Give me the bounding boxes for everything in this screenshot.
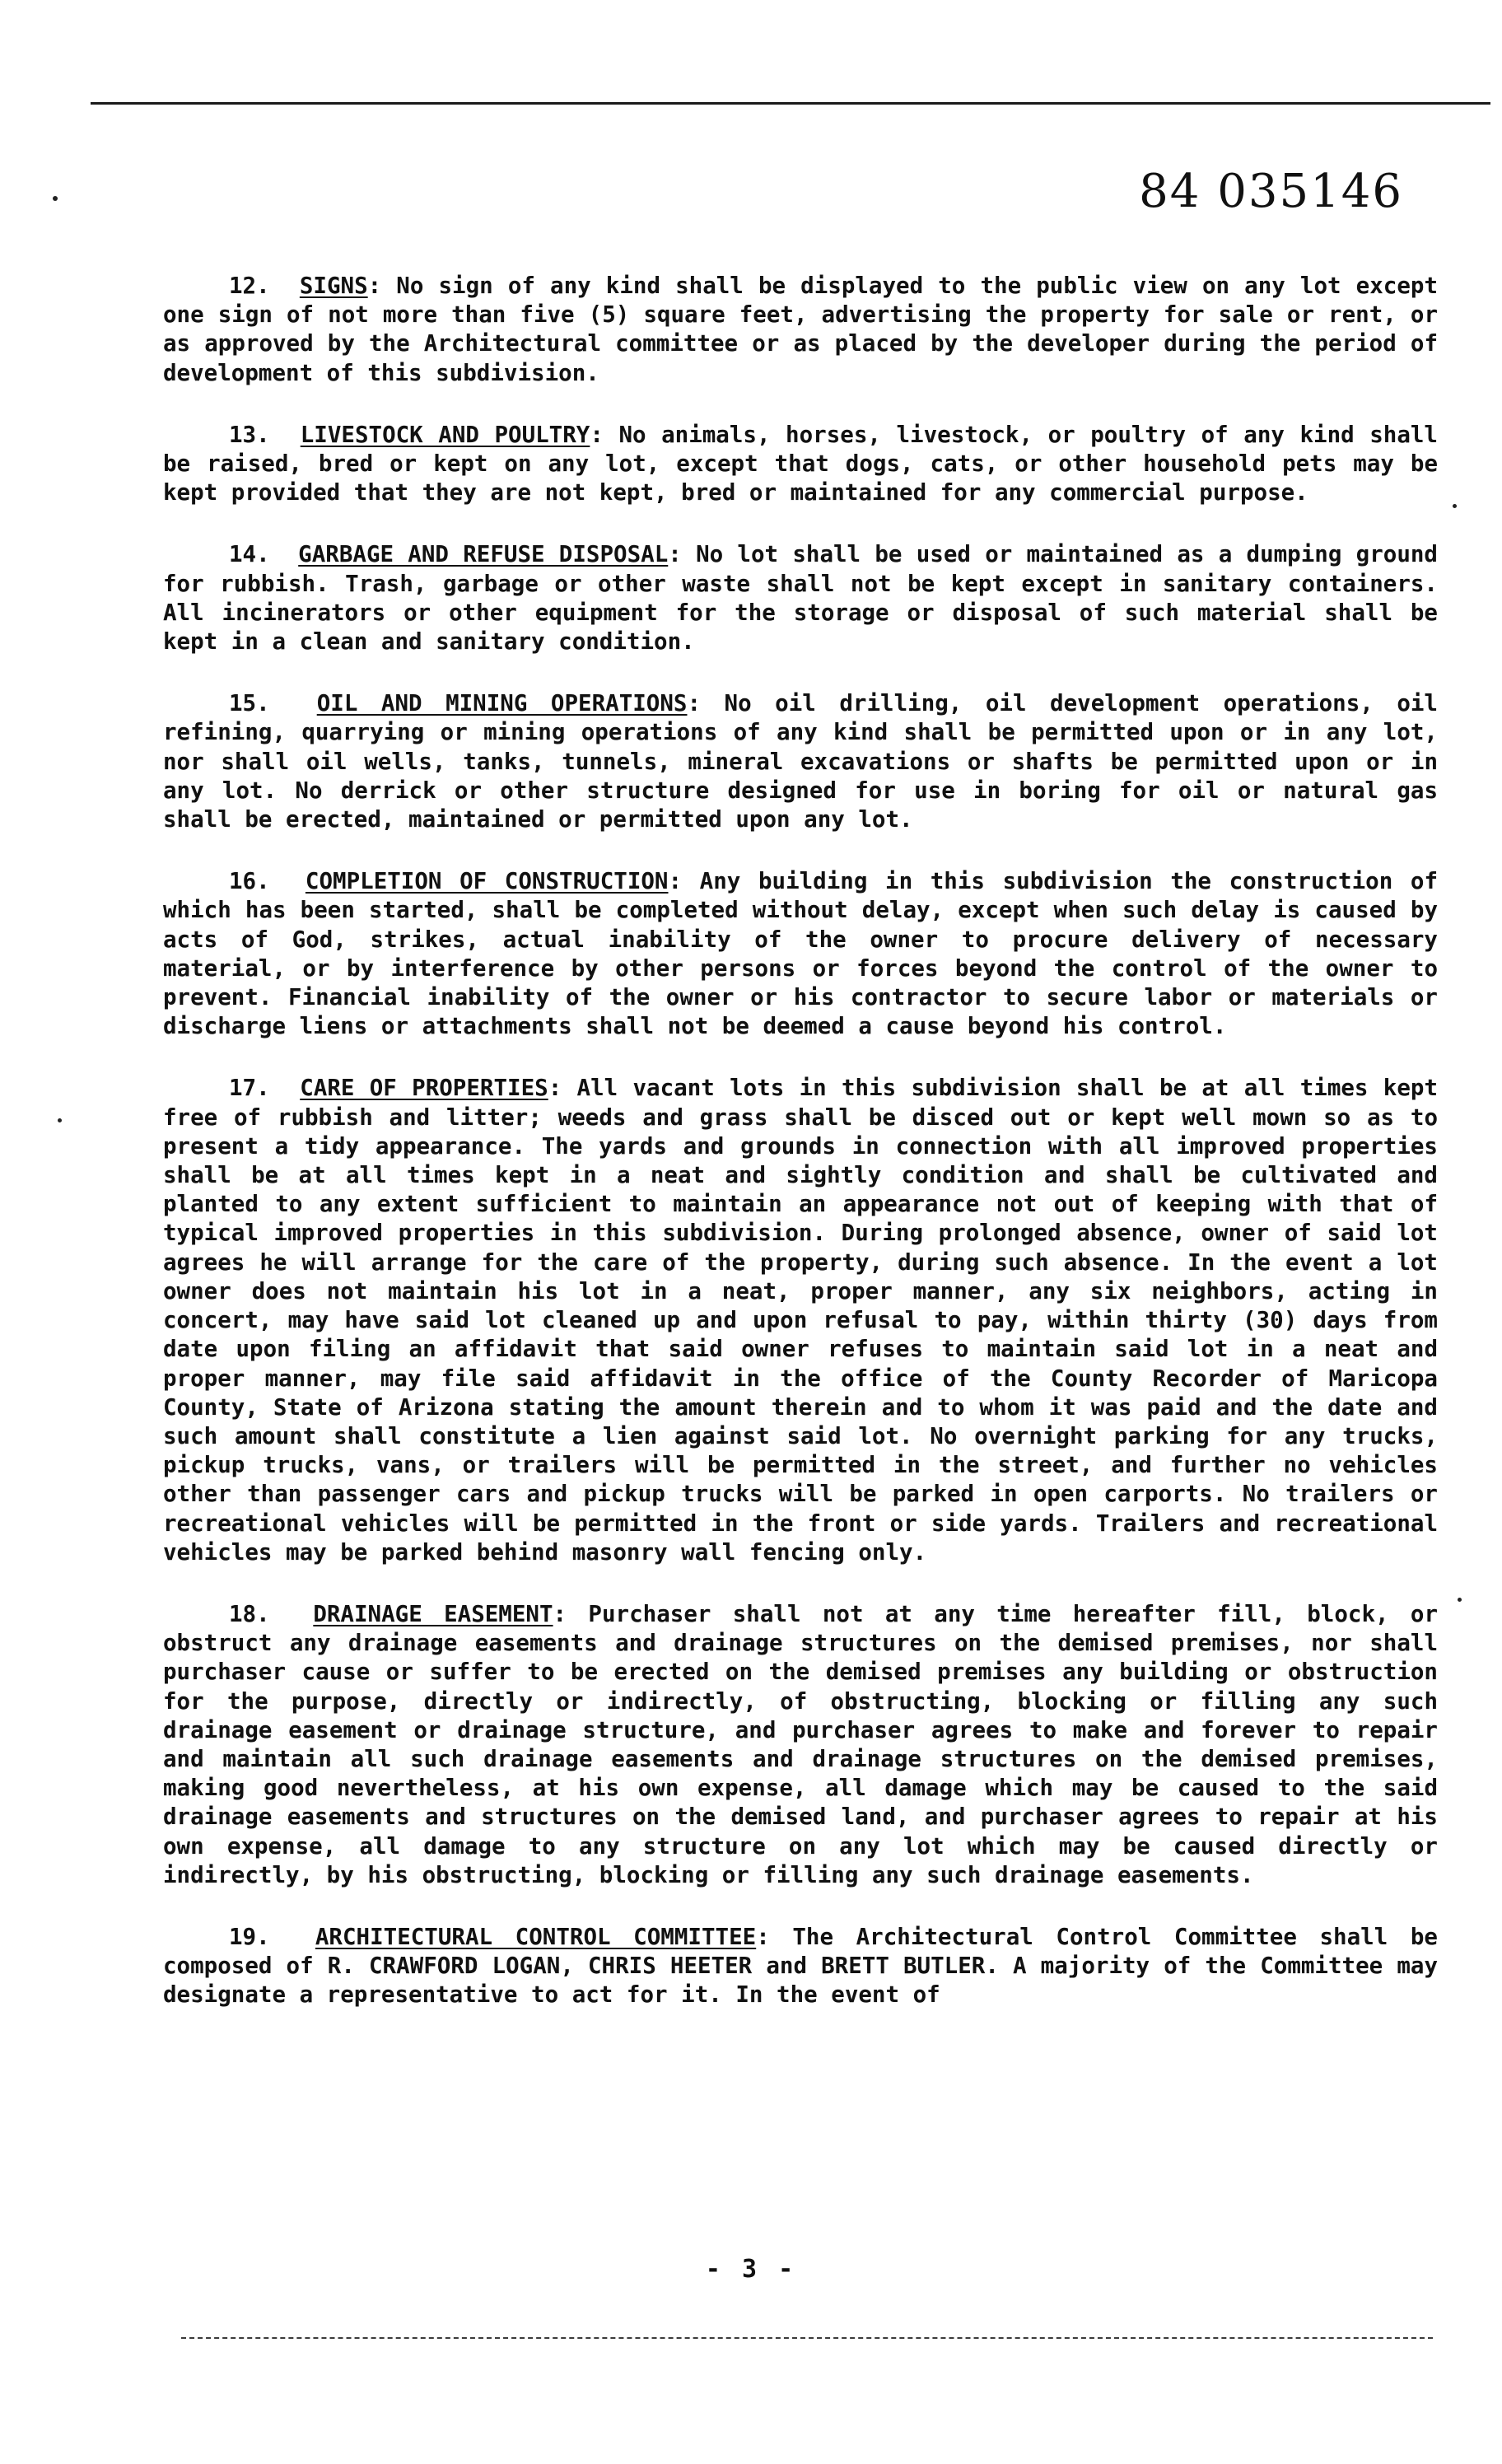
paragraph-heading: LIVESTOCK AND POULTRY [300,421,590,448]
paragraph-text: : Any building in this subdivision the construction of which has been started, shall be completed without delay, except when such delay is caused by acts of God, strikes, actual inability of the owner to procure delivery of necessary material, or by interference by other persons or forces beyond the control of the owner to prevent. Financial inability of the owner or his contractor to secure labor or materials or discharge liens or attachments shall not be deemed a cause beyond his control. [163,868,1439,1040]
paragraph-number: 14. [229,541,270,568]
paragraph-heading: CARE OF PROPERTIES [300,1075,548,1102]
paragraph-17-care-of-properties [163,1074,1438,1566]
paragraph-heading: ARCHITECTURAL CONTROL COMMITTEE [315,1923,757,1950]
paragraph-heading: DRAINAGE EASEMENT [313,1600,553,1627]
paragraph-text: : No animals, horses, livestock, or poultry of any kind shall be raised, bred or kept on any lot, except that dogs, cats, or other household pets may be kept provided that they are not kept, bred or maintained for any commercial purpose. [163,421,1438,506]
paragraph-18-drainage [163,1600,1438,1890]
paragraph-14-garbage [163,540,1438,656]
paragraph-12-signs [163,272,1438,388]
paragraph-text: : No oil drilling, oil development operations, oil refining, quarrying or mining operations of any kind shall be permitted upon or in any lot, nor shall oil wells, tanks, tunnels, mineral excavations or shafts be permitted upon or in any lot. No derrick or other structure designed for use in boring for oil or natural gas shall be erected, maintained or permitted upon any lot. [163,690,1438,833]
paragraph-number: 16. [229,868,270,895]
paragraph-number: 19. [229,1923,270,1950]
paragraph-number: 17. [229,1075,270,1102]
document-number: 84 035146 [1139,165,1403,218]
paragraph-number: 18. [229,1600,270,1627]
scan-edge-line-top [91,102,1490,105]
page-number: - 3 - [705,2255,797,2284]
paragraph-text: : The Architectural Control Committee shall be composed of R. CRAWFORD LOGAN, CHRIS HEETER and BRETT BUTLER. A majority of the Committee may designate a representative to act for it. In the event of [163,1923,1438,2009]
paragraph-text: : Purchaser shall not at any time hereafter fill, block, or obstruct any drainage easements and drainage structures on the demised premises, nor shall purchaser cause or suffer to be erected on the demised premises any building or obstruction for the purpose, directly or indirectly, of obstructing, blocking or filling any such drainage easement or drainage structure, and purchaser agrees to make and forever to repair and maintain all such drainage easements and drainage structures on the demised premises, making good nevertheless, at his own expense, all damage which may be caused to the said drainage easements and structures on the demised land, and purchaser agrees to repair at his own expense, all damage to any structure on any lot which may be caused directly or indirectly, by his obstructing, blocking or filling any such drainage easements. [163,1600,1438,1888]
scan-edge-line-bottom [181,2337,1433,2339]
paragraph-number: 15. [229,690,270,717]
paragraph-number: 12. [229,273,270,299]
paragraph-text: : All vacant lots in this subdivision shall be at all times kept free of rubbish and litter; weeds and grass shall be disced out or kept well mown so as to present a tidy appearance. The yards and grounds in connection with all improved properties shall be at all times kept in a neat and sightly condition and shall be cultivated and planted to any extent sufficient to maintain an appearance not out of keeping with that of typical improved properties in this subdivision. During prolonged absence, owner of said lot agrees he will arrange for the care of the property, during such absence. In the event a lot owner does not maintain his lot in a neat, proper manner, any six neighbors, acting in concert, may have said lot cleaned up and upon refusal to pay, within thirty (30) days from date upon filing an affidavit that said owner refuses to maintain said lot in a neat and proper manner, may file said affidavit in the office of the County Recorder of Maricopa County, State of Arizona stating the amount therein and to whom it was paid and the date and such amount shall constitute a lien against said lot. No overnight parking for any trucks, pickup trucks, vans, or trailers will be permitted in the street, and further no vehicles other than passenger cars and pickup trucks will be parked in open carports. No trailers or recreational vehicles will be permitted in the front or side yards. Trailers and recreational vehicles may be parked behind masonry wall fencing only. [163,1075,1438,1566]
paragraph-number: 13. [229,421,270,448]
scan-speck [1458,1598,1462,1602]
paragraph-19-architectural-committee [163,1923,1438,2010]
paragraph-16-completion [163,867,1438,1041]
document-body [163,272,1438,2043]
paragraph-heading: COMPLETION OF CONSTRUCTION [305,868,669,895]
scan-speck [58,1118,62,1122]
paragraph-13-livestock [163,421,1438,508]
paragraph-15-oil-mining [163,689,1438,834]
paragraph-text: : No lot shall be used or maintained as a dumping ground for rubbish. Trash, garbage or other waste shall not be kept except in sanitary containers. All incinerators or other equipment for the storage or disposal of such material shall be kept in a clean and sanitary condition. [163,541,1438,656]
scan-speck [53,196,58,201]
paragraph-text: : No sign of any kind shall be displayed to the public view on any lot except one sign of not more than five (5) square feet, advertising the property for sale or rent, or as approved by the Architectural committee or as placed by the developer during the period of development of this subdivision. [163,273,1438,386]
paragraph-heading: OIL AND MINING OPERATIONS [316,690,688,717]
scan-speck [1453,504,1457,508]
paragraph-heading: GARBAGE AND REFUSE DISPOSAL [298,541,669,568]
paragraph-heading: SIGNS [299,273,368,299]
